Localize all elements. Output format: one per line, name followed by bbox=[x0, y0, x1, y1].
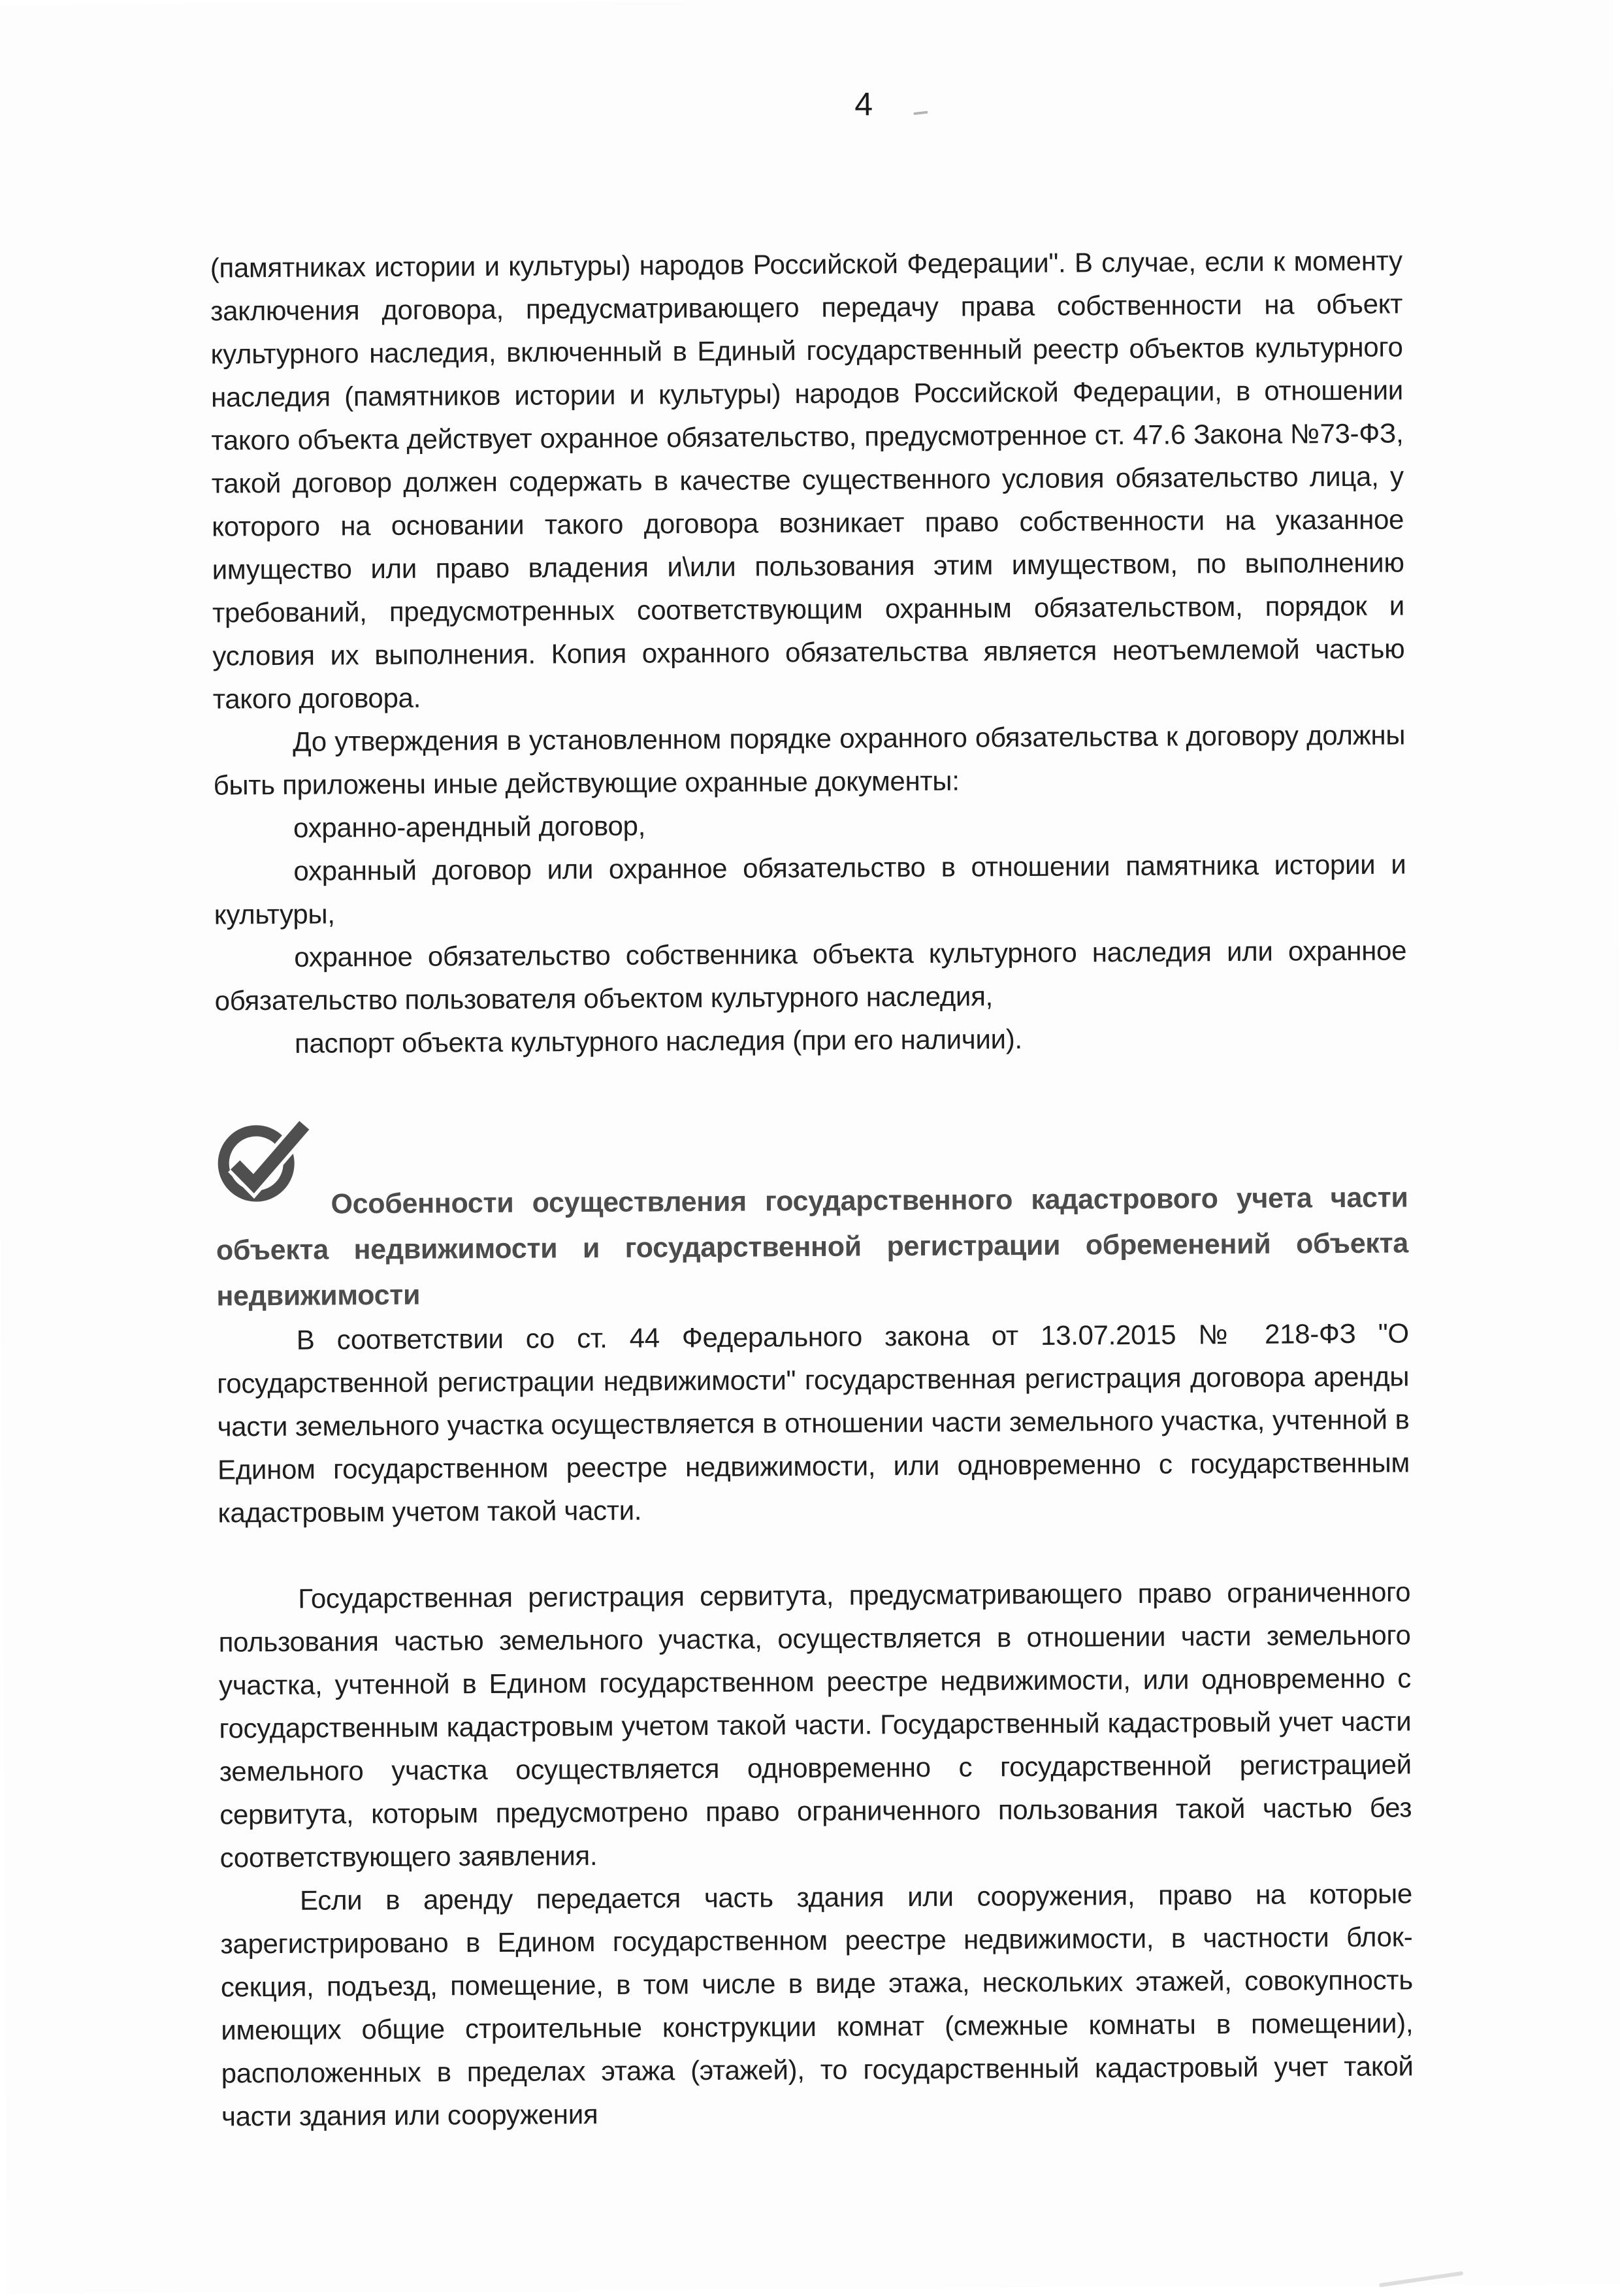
page-number: 4 bbox=[854, 86, 873, 123]
list-item-paragraph: охранно-арендный договор, bbox=[293, 810, 646, 843]
list-item-paragraph: паспорт объекта культурного наследия (при его наличии). bbox=[294, 1024, 1022, 1059]
scan-artifact-smudge bbox=[1379, 2271, 1463, 2288]
document-body bbox=[210, 239, 1414, 2138]
list-item-paragraph: охранный договор или охранное обязательство в отношении памятника истории и культуры, bbox=[214, 849, 1406, 930]
section-paragraph: Если в аренду передается часть здания или сооружения, право на которые зарегистрировано в Едином государственном реестре недвижимости, в частности блок-секция, подъезд, помещение, в том числе в виде этажа, нескольких этажей, совокупность имеющих общие строительные конструкции комнат (смежные комнаты в помещении), расположенных в пределах этажа (этажей), то государственный кадастровый учет такой части здания или сооружения bbox=[220, 1878, 1414, 2132]
section-paragraph: Государственная регистрация сервитута, предусматривающего право ограниченного пользования частью земельного участка, осуществляется в отношении части земельного участка, учтенной в Едином государственном реестре недвижимости, или одновременно с государственным кадастровым учетом такой части. Государственный кадастровый учет части земельного участка осуществляется одновременно с государственной регистрацией сервитута, которым предусмотрено право ограниченного пользования такой частью без соответствующего заявления. bbox=[218, 1576, 1412, 1873]
section-heading: Особенности осуществления государственного кадастрового учета части объекта недвижимости и государственной регистрации обременений объекта недвижимости bbox=[216, 1182, 1409, 1312]
section-block bbox=[216, 1174, 1408, 1319]
check-circle-icon bbox=[216, 1181, 331, 1220]
body-paragraph: До утверждения в установленном порядке охранного обязательства к договору должны быть приложены иные действующие охранные документы: bbox=[213, 719, 1406, 801]
body-paragraph: (памятниках истории и культуры) народов Российской Федерации". В случае, если к моменту заключения договора, предусматривающего передачу права собственности на объект культурного наследия, включенный в Единый государственный реестр объектов культурного наследия (памятников истории и культуры) народов Российской Федерации, в отношении такого объекта действует охранное обязательство, предусмотренное ст. 47.6 Закона №73-ФЗ, такой договор должен содержать в качестве существенного условия обязательство лица, у которого на основании такого договора возникает право собственности на указанное имущество или право владения и\или пользования этим имуществом, по выполнению требований, предусмотренных соответствующим охранным обязательством, порядок и условия их выполнения. Копия охранного обязательства является неотъемлемой частью такого договора. bbox=[210, 245, 1405, 715]
section-paragraphs bbox=[217, 1312, 1414, 2138]
scan-artifact-dash bbox=[913, 111, 928, 115]
list-item-paragraph: охранное обязательство собственника объекта культурного наследия или охранное обязательство пользователя объектом культурного наследия, bbox=[214, 935, 1407, 1016]
section-paragraph: В соответствии со ст. 44 Федерального закона от 13.07.2015 № 218-ФЗ "О государственной регистрации недвижимости" государственная регистрация договора аренды части земельного участка осуществляется в отношении части земельного участка, учтенной в Едином государственном реестре недвижимости, или одновременно с государственным кадастровым учетом такой части. bbox=[217, 1318, 1410, 1528]
